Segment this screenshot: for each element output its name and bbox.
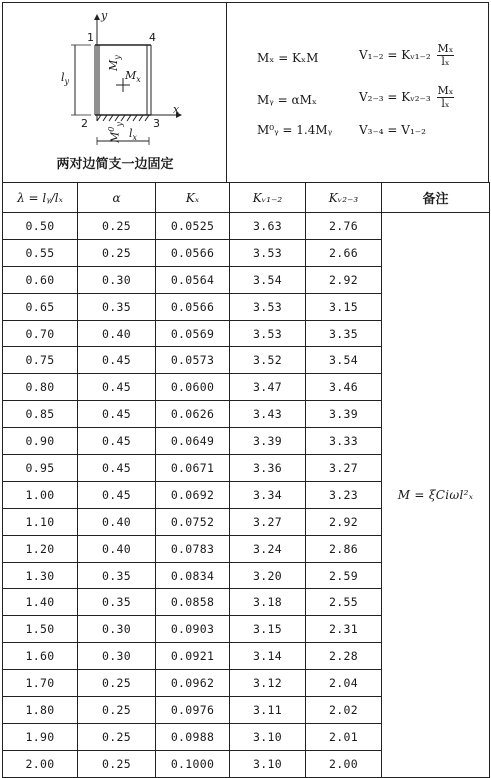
table-cell: 2.92 bbox=[306, 508, 382, 535]
table-cell: 3.23 bbox=[306, 481, 382, 508]
formula-my0: M⁰ᵧ = 1.4Mᵧ bbox=[257, 123, 333, 137]
table-cell: 0.0564 bbox=[156, 266, 230, 293]
table-cell: 3.53 bbox=[230, 293, 306, 320]
table-cell: 3.27 bbox=[230, 508, 306, 535]
table-cell: 1.30 bbox=[3, 562, 78, 589]
table-cell: 0.25 bbox=[78, 239, 156, 266]
table-cell: 3.34 bbox=[230, 481, 306, 508]
table-cell: 3.39 bbox=[230, 428, 306, 455]
table-cell: 0.0566 bbox=[156, 239, 230, 266]
table-cell: 0.0569 bbox=[156, 320, 230, 347]
table-cell: 1.20 bbox=[3, 535, 78, 562]
my0-label: $M^0_y$ bbox=[107, 122, 124, 143]
table-cell: 0.0976 bbox=[156, 697, 230, 724]
table-cell: 2.31 bbox=[306, 616, 382, 643]
table-cell: 0.45 bbox=[78, 347, 156, 374]
table-cell: 3.14 bbox=[230, 643, 306, 670]
table-body bbox=[3, 213, 490, 778]
table-cell: 3.10 bbox=[230, 750, 306, 777]
table-cell: 3.20 bbox=[230, 562, 306, 589]
table-cell: 0.40 bbox=[78, 508, 156, 535]
table-cell: 0.50 bbox=[3, 213, 78, 240]
table-cell: 3.53 bbox=[230, 320, 306, 347]
table-cell: 1.90 bbox=[3, 723, 78, 750]
table-cell: 2.28 bbox=[306, 643, 382, 670]
table-cell: 0.45 bbox=[78, 455, 156, 482]
table-cell: 3.12 bbox=[230, 670, 306, 697]
table-cell: 2.02 bbox=[306, 697, 382, 724]
table-cell: 3.33 bbox=[306, 428, 382, 455]
coefficient-table bbox=[2, 182, 490, 778]
corner-4-label: 4 bbox=[149, 31, 156, 44]
formula-v23: V₂₋₃ = Kᵥ₂₋₃ $\frac{\text{Mₓ}}{\text{lₓ}}$ bbox=[359, 84, 454, 110]
table-cell: 0.30 bbox=[78, 266, 156, 293]
table-cell: 0.60 bbox=[3, 266, 78, 293]
header-remarks: 备注 bbox=[382, 183, 490, 213]
table-cell: 0.0692 bbox=[156, 481, 230, 508]
ly-label: $l_y$ bbox=[61, 71, 70, 87]
table-cell: 1.10 bbox=[3, 508, 78, 535]
header-kv12: Kᵥ₁₋₂ bbox=[230, 183, 306, 213]
corner-1-label: 1 bbox=[87, 31, 94, 44]
header-kv23: Kᵥ₂₋₃ bbox=[306, 183, 382, 213]
table-cell: 0.0962 bbox=[156, 670, 230, 697]
table-cell: 0.90 bbox=[3, 428, 78, 455]
table-cell: 0.75 bbox=[3, 347, 78, 374]
header-lambda: λ = lᵧ/lₓ bbox=[3, 183, 78, 213]
table-cell: 3.43 bbox=[230, 401, 306, 428]
table-cell: 3.35 bbox=[306, 320, 382, 347]
table-cell: 0.40 bbox=[78, 535, 156, 562]
my-label: $M_y$ bbox=[107, 55, 123, 71]
table-cell: 1.70 bbox=[3, 670, 78, 697]
table-cell: 0.0600 bbox=[156, 374, 230, 401]
table-cell: 0.45 bbox=[78, 481, 156, 508]
table-cell: 0.0649 bbox=[156, 428, 230, 455]
table-cell: 3.15 bbox=[306, 293, 382, 320]
table-cell: 0.45 bbox=[78, 374, 156, 401]
formula-mx: Mₓ = KₓM bbox=[257, 51, 319, 65]
table-cell: 0.0671 bbox=[156, 455, 230, 482]
table-cell: 0.0834 bbox=[156, 562, 230, 589]
table-cell: 2.66 bbox=[306, 239, 382, 266]
table-cell: 3.36 bbox=[230, 455, 306, 482]
table-cell: 0.95 bbox=[3, 455, 78, 482]
table-cell: 0.35 bbox=[78, 589, 156, 616]
table-cell: 0.0903 bbox=[156, 616, 230, 643]
table-cell: 0.0988 bbox=[156, 723, 230, 750]
remarks-formula: M = ξCiωl²ₓ bbox=[382, 213, 490, 778]
y-axis-label: y bbox=[101, 9, 108, 22]
table-cell: 2.04 bbox=[306, 670, 382, 697]
table-cell: 1.50 bbox=[3, 616, 78, 643]
table-cell: 0.0858 bbox=[156, 589, 230, 616]
table-cell: 3.63 bbox=[230, 213, 306, 240]
table-cell: 3.53 bbox=[230, 239, 306, 266]
table-cell: 3.10 bbox=[230, 723, 306, 750]
table-cell: 3.39 bbox=[306, 401, 382, 428]
table-cell: 1.40 bbox=[3, 589, 78, 616]
table-cell: 2.00 bbox=[306, 750, 382, 777]
table-cell: 3.24 bbox=[230, 535, 306, 562]
header-section bbox=[2, 2, 489, 182]
table-cell: 2.55 bbox=[306, 589, 382, 616]
table-cell: 3.52 bbox=[230, 347, 306, 374]
table-cell: 0.25 bbox=[78, 670, 156, 697]
table-cell: 0.25 bbox=[78, 213, 156, 240]
table-cell: 0.25 bbox=[78, 750, 156, 777]
table-cell: 0.45 bbox=[78, 401, 156, 428]
fixed-hatch bbox=[97, 115, 149, 121]
table-cell: 0.70 bbox=[3, 320, 78, 347]
table-cell: 3.15 bbox=[230, 616, 306, 643]
table-cell: 2.01 bbox=[306, 723, 382, 750]
header-kx: Kₓ bbox=[156, 183, 230, 213]
table-cell: 2.76 bbox=[306, 213, 382, 240]
table-cell: 0.0626 bbox=[156, 401, 230, 428]
table-cell: 3.46 bbox=[306, 374, 382, 401]
coefficient-sheet bbox=[2, 2, 489, 771]
table-cell: 1.60 bbox=[3, 643, 78, 670]
table-cell: 0.80 bbox=[3, 374, 78, 401]
slab-diagram-cell bbox=[3, 3, 227, 183]
table-cell: 0.25 bbox=[78, 697, 156, 724]
table-cell: 1.00 bbox=[3, 481, 78, 508]
formula-v34: V₃₋₄ = V₁₋₂ bbox=[359, 123, 426, 137]
table-cell: 0.65 bbox=[3, 293, 78, 320]
table-cell: 0.55 bbox=[3, 239, 78, 266]
table-cell: 0.85 bbox=[3, 401, 78, 428]
table-cell: 0.0921 bbox=[156, 643, 230, 670]
table-cell: 3.27 bbox=[306, 455, 382, 482]
table-cell: 2.86 bbox=[306, 535, 382, 562]
formula-v12: V₁₋₂ = Kᵥ₁₋₂ $\frac{\text{Mₓ}}{\text{lₓ}}$ bbox=[359, 42, 454, 68]
x-axis-label: x bbox=[173, 103, 180, 116]
table-cell: 2.92 bbox=[306, 266, 382, 293]
table-cell: 3.54 bbox=[306, 347, 382, 374]
table-cell: 0.1000 bbox=[156, 750, 230, 777]
table-cell: 3.18 bbox=[230, 589, 306, 616]
table-cell: 0.25 bbox=[78, 723, 156, 750]
lx-label: $l_x$ bbox=[129, 127, 138, 143]
table-cell: 2.59 bbox=[306, 562, 382, 589]
corner-3-label: 3 bbox=[153, 117, 160, 130]
corner-2-label: 2 bbox=[81, 117, 88, 130]
table-cell: 0.0783 bbox=[156, 535, 230, 562]
table-cell: 0.0525 bbox=[156, 213, 230, 240]
diagram-caption: 两对边简支一边固定 bbox=[56, 157, 174, 172]
table-cell: 3.11 bbox=[230, 697, 306, 724]
table-cell: 0.45 bbox=[78, 428, 156, 455]
formula-cell bbox=[227, 3, 490, 183]
header-alpha: α bbox=[78, 183, 156, 213]
table-header-row bbox=[3, 183, 490, 213]
table-cell: 1.80 bbox=[3, 697, 78, 724]
table-cell: 0.35 bbox=[78, 293, 156, 320]
table-cell: 2.00 bbox=[3, 750, 78, 777]
table-cell: 0.0573 bbox=[156, 347, 230, 374]
table-cell: 3.47 bbox=[230, 374, 306, 401]
table-cell: 0.35 bbox=[78, 562, 156, 589]
table-cell: 0.30 bbox=[78, 616, 156, 643]
table-cell: 3.54 bbox=[230, 266, 306, 293]
table-row bbox=[3, 213, 490, 240]
mx-label: $M_x$ bbox=[125, 69, 141, 85]
table-cell: 0.30 bbox=[78, 643, 156, 670]
table-cell: 0.0752 bbox=[156, 508, 230, 535]
table-cell: 0.40 bbox=[78, 320, 156, 347]
formula-my: Mᵧ = αMₓ bbox=[257, 93, 317, 107]
table-cell: 0.0566 bbox=[156, 293, 230, 320]
